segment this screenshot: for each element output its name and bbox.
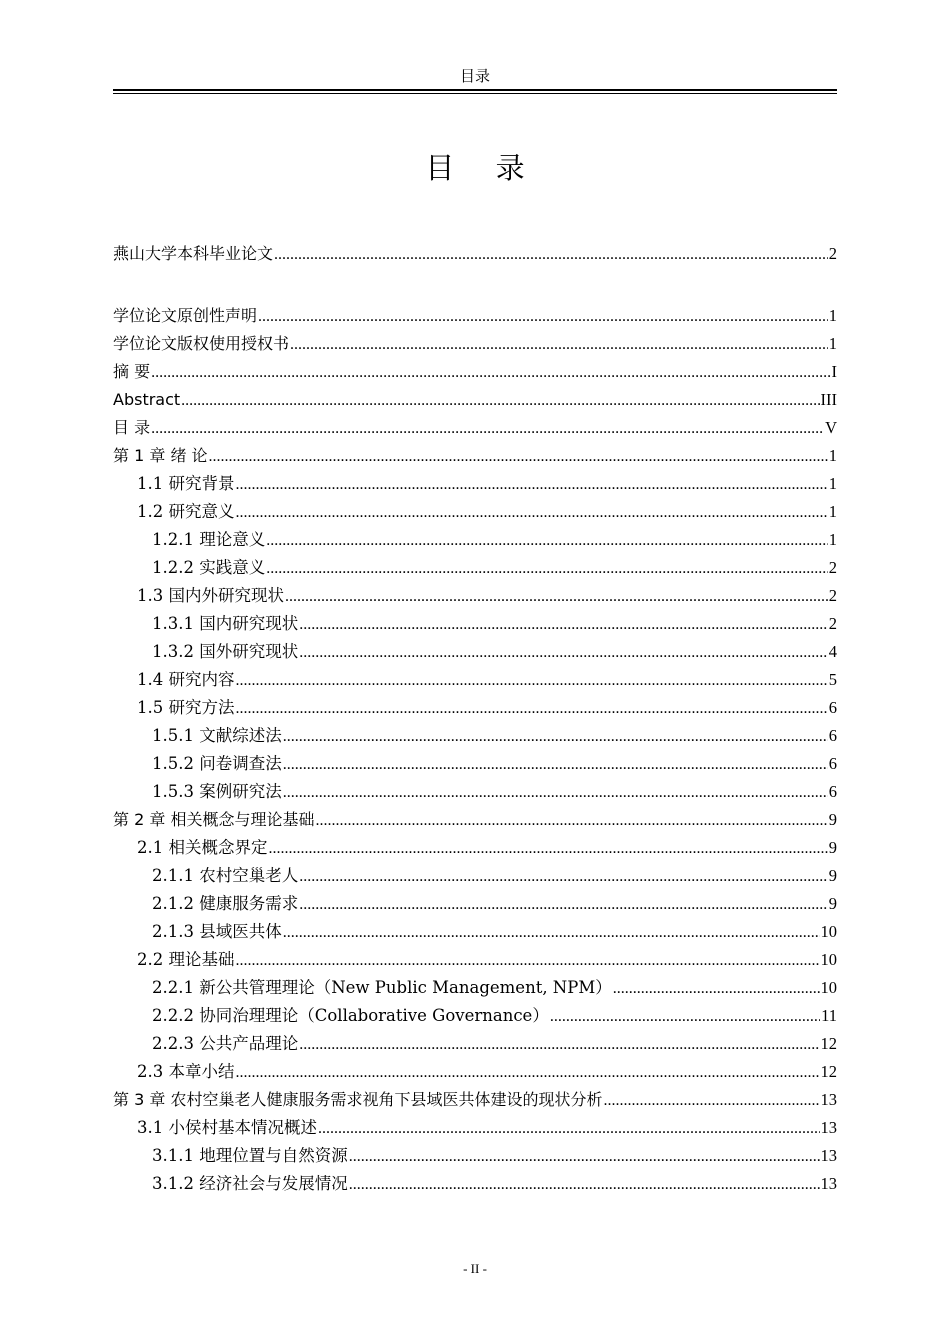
toc-dot-leader — [349, 1171, 820, 1199]
toc-entry[interactable] — [113, 946, 837, 974]
toc-entry[interactable] — [113, 750, 837, 778]
toc-entry-page: 1 — [828, 530, 837, 549]
toc-entry-page: 6 — [828, 726, 837, 745]
toc-entry-label: 1.5 研究方法 — [137, 698, 235, 717]
toc-entry[interactable] — [113, 358, 837, 386]
toc-entry-page: 13 — [820, 1118, 837, 1137]
toc-dot-leader — [349, 1143, 820, 1171]
toc-entry-page: 9 — [828, 894, 837, 913]
toc-entry[interactable] — [113, 1142, 837, 1170]
toc-dot-leader — [236, 471, 828, 499]
toc-entry-label: 1.3.1 国内研究现状 — [152, 614, 299, 633]
toc-dot-leader — [236, 667, 828, 695]
toc-entry-label: 学位论文版权使用授权书 — [113, 334, 290, 353]
toc-entry[interactable] — [113, 1170, 837, 1198]
toc-entry-page: 6 — [828, 754, 837, 773]
toc-entry-label: 3.1.2 经济社会与发展情况 — [152, 1174, 348, 1193]
toc-entry-label: 第 2 章 相关概念与理论基础 — [113, 810, 315, 829]
toc-entry-label: 1.3 国内外研究现状 — [137, 586, 284, 605]
toc-entry-page: 2 — [828, 244, 837, 263]
toc-entry[interactable] — [113, 330, 837, 358]
toc-entry[interactable] — [113, 526, 837, 554]
toc-entry-label: 2.3 本章小结 — [137, 1062, 235, 1081]
table-of-contents — [113, 240, 837, 1198]
toc-dot-leader — [258, 303, 828, 331]
toc-entry[interactable] — [113, 1002, 837, 1030]
toc-entry[interactable] — [113, 1086, 837, 1114]
toc-entry-label: 2.2.3 公共产品理论 — [152, 1034, 299, 1053]
toc-dot-leader — [550, 1003, 820, 1031]
toc-dot-leader — [283, 919, 820, 947]
toc-entry[interactable] — [113, 302, 837, 330]
toc-entry-label: 1.5.1 文献综述法 — [152, 726, 282, 745]
toc-dot-leader — [236, 947, 820, 975]
toc-entry-page: III — [820, 390, 837, 409]
toc-dot-leader — [266, 527, 828, 555]
toc-entry-label: 3.1 小侯村基本情况概述 — [137, 1118, 317, 1137]
toc-dot-leader — [209, 443, 828, 471]
toc-entry-label: 1.5.2 问卷调查法 — [152, 754, 282, 773]
toc-entry-page: 13 — [820, 1174, 837, 1193]
toc-entry-page: 12 — [820, 1062, 837, 1081]
toc-entry-label: 燕山大学本科毕业论文 — [113, 244, 274, 263]
toc-entry-label: 目 录 — [113, 418, 151, 437]
toc-dot-leader — [315, 807, 827, 835]
toc-entry-label: 2.1.3 县域医共体 — [152, 922, 282, 941]
toc-entry[interactable] — [113, 498, 837, 526]
toc-dot-leader — [236, 499, 828, 527]
toc-entry-page: 13 — [820, 1146, 837, 1165]
running-header: 目录 — [459, 67, 490, 85]
toc-entry[interactable] — [113, 470, 837, 498]
toc-entry-label: 2.2 理论基础 — [137, 950, 235, 969]
toc-entry-page: 2 — [828, 586, 837, 605]
toc-entry-page: 1 — [828, 446, 837, 465]
toc-dot-leader — [236, 1059, 820, 1087]
toc-entry[interactable] — [113, 778, 837, 806]
toc-entry-page: 10 — [820, 922, 837, 941]
toc-entry-label: 3.1.1 地理位置与自然资源 — [152, 1146, 348, 1165]
toc-entry-page: 1 — [828, 502, 837, 521]
header-rule-thick — [113, 89, 837, 91]
toc-entry-page: 1 — [828, 474, 837, 493]
toc-entry-page: 9 — [828, 838, 837, 857]
toc-entry[interactable] — [113, 240, 837, 268]
toc-dot-leader — [290, 331, 828, 359]
toc-entry[interactable] — [113, 1030, 837, 1058]
page-number: - II - — [463, 1261, 487, 1276]
toc-entry-page: 6 — [828, 698, 837, 717]
toc-entry-label: 1.3.2 国外研究现状 — [152, 642, 299, 661]
toc-dot-leader — [274, 241, 828, 269]
toc-dot-leader — [299, 611, 828, 639]
toc-entry-label: 2.2.1 新公共管理理论（New Public Management, NPM） — [152, 978, 612, 997]
toc-entry-label: 1.2.2 实践意义 — [152, 558, 266, 577]
toc-dot-leader — [266, 555, 828, 583]
toc-entry-page: 9 — [828, 866, 837, 885]
toc-entry[interactable] — [113, 386, 837, 414]
toc-entry-page: 13 — [820, 1090, 837, 1109]
toc-entry-page: 9 — [828, 810, 837, 829]
toc-entry[interactable] — [113, 974, 837, 1002]
toc-entry[interactable] — [113, 1058, 837, 1086]
toc-entry-label: 1.1 研究背景 — [137, 474, 235, 493]
toc-dot-leader — [613, 975, 820, 1003]
toc-entry[interactable] — [113, 666, 837, 694]
toc-dot-leader — [285, 583, 828, 611]
toc-entry-page: 2 — [828, 558, 837, 577]
toc-dot-leader — [299, 1031, 819, 1059]
toc-entry[interactable] — [113, 582, 837, 610]
toc-entry-page: 11 — [821, 1006, 837, 1025]
toc-entry-label: 2.2.2 协同治理理论（Collaborative Governance） — [152, 1006, 549, 1025]
toc-dot-leader — [283, 723, 828, 751]
toc-entry-label: Abstract — [113, 390, 181, 409]
toc-entry-label: 2.1 相关概念界定 — [137, 838, 268, 857]
toc-entry-label: 1.4 研究内容 — [137, 670, 235, 689]
toc-entry-page: I — [831, 362, 837, 381]
toc-entry-page: 1 — [828, 306, 837, 325]
toc-dot-leader — [318, 1115, 820, 1143]
toc-entry-label: 2.1.1 农村空巢老人 — [152, 866, 299, 885]
toc-entry-page: 5 — [828, 670, 837, 689]
header-rule-thin — [113, 93, 837, 94]
toc-entry-page: V — [825, 418, 837, 437]
toc-entry-label: 1.2 研究意义 — [137, 502, 235, 521]
toc-entry[interactable] — [113, 834, 837, 862]
toc-entry[interactable] — [113, 442, 837, 470]
toc-entry[interactable] — [113, 862, 837, 890]
toc-dot-leader — [181, 387, 819, 415]
toc-entry-page: 2 — [828, 614, 837, 633]
toc-entry-page: 6 — [828, 782, 837, 801]
toc-entry[interactable] — [113, 554, 837, 582]
toc-entry-label: 1.2.1 理论意义 — [152, 530, 266, 549]
toc-entry[interactable] — [113, 638, 837, 666]
toc-dot-leader — [603, 1087, 819, 1115]
toc-dot-leader — [299, 639, 828, 667]
toc-entry-page: 4 — [828, 642, 837, 661]
toc-entry[interactable] — [113, 610, 837, 638]
toc-entry-page: 12 — [820, 1034, 837, 1053]
toc-entry[interactable] — [113, 722, 837, 750]
toc-entry[interactable] — [113, 694, 837, 722]
toc-entry-label: 摘 要 — [113, 362, 151, 381]
toc-entry-label: 1.5.3 案例研究法 — [152, 782, 282, 801]
toc-entry[interactable] — [113, 918, 837, 946]
toc-dot-leader — [269, 835, 828, 863]
toc-dot-leader — [299, 863, 828, 891]
toc-title: 目 录 — [425, 151, 541, 185]
toc-entry[interactable] — [113, 1114, 837, 1142]
toc-entry-label: 第 3 章 农村空巢老人健康服务需求视角下县域医共体建设的现状分析 — [113, 1090, 603, 1109]
toc-dot-leader — [236, 695, 828, 723]
toc-dot-leader — [151, 359, 830, 387]
toc-entry-label: 2.1.2 健康服务需求 — [152, 894, 299, 913]
toc-dot-leader — [283, 779, 828, 807]
toc-entry[interactable] — [113, 806, 837, 834]
toc-entry-page: 10 — [820, 978, 837, 997]
toc-dot-leader — [151, 415, 824, 443]
toc-entry[interactable] — [113, 414, 837, 442]
toc-entry-label: 学位论文原创性声明 — [113, 306, 258, 325]
toc-dot-leader — [299, 891, 828, 919]
toc-entry-label: 第 1 章 绪 论 — [113, 446, 208, 465]
toc-entry[interactable] — [113, 890, 837, 918]
toc-dot-leader — [283, 751, 828, 779]
toc-entry-page: 1 — [828, 334, 837, 353]
toc-entry-page: 10 — [820, 950, 837, 969]
